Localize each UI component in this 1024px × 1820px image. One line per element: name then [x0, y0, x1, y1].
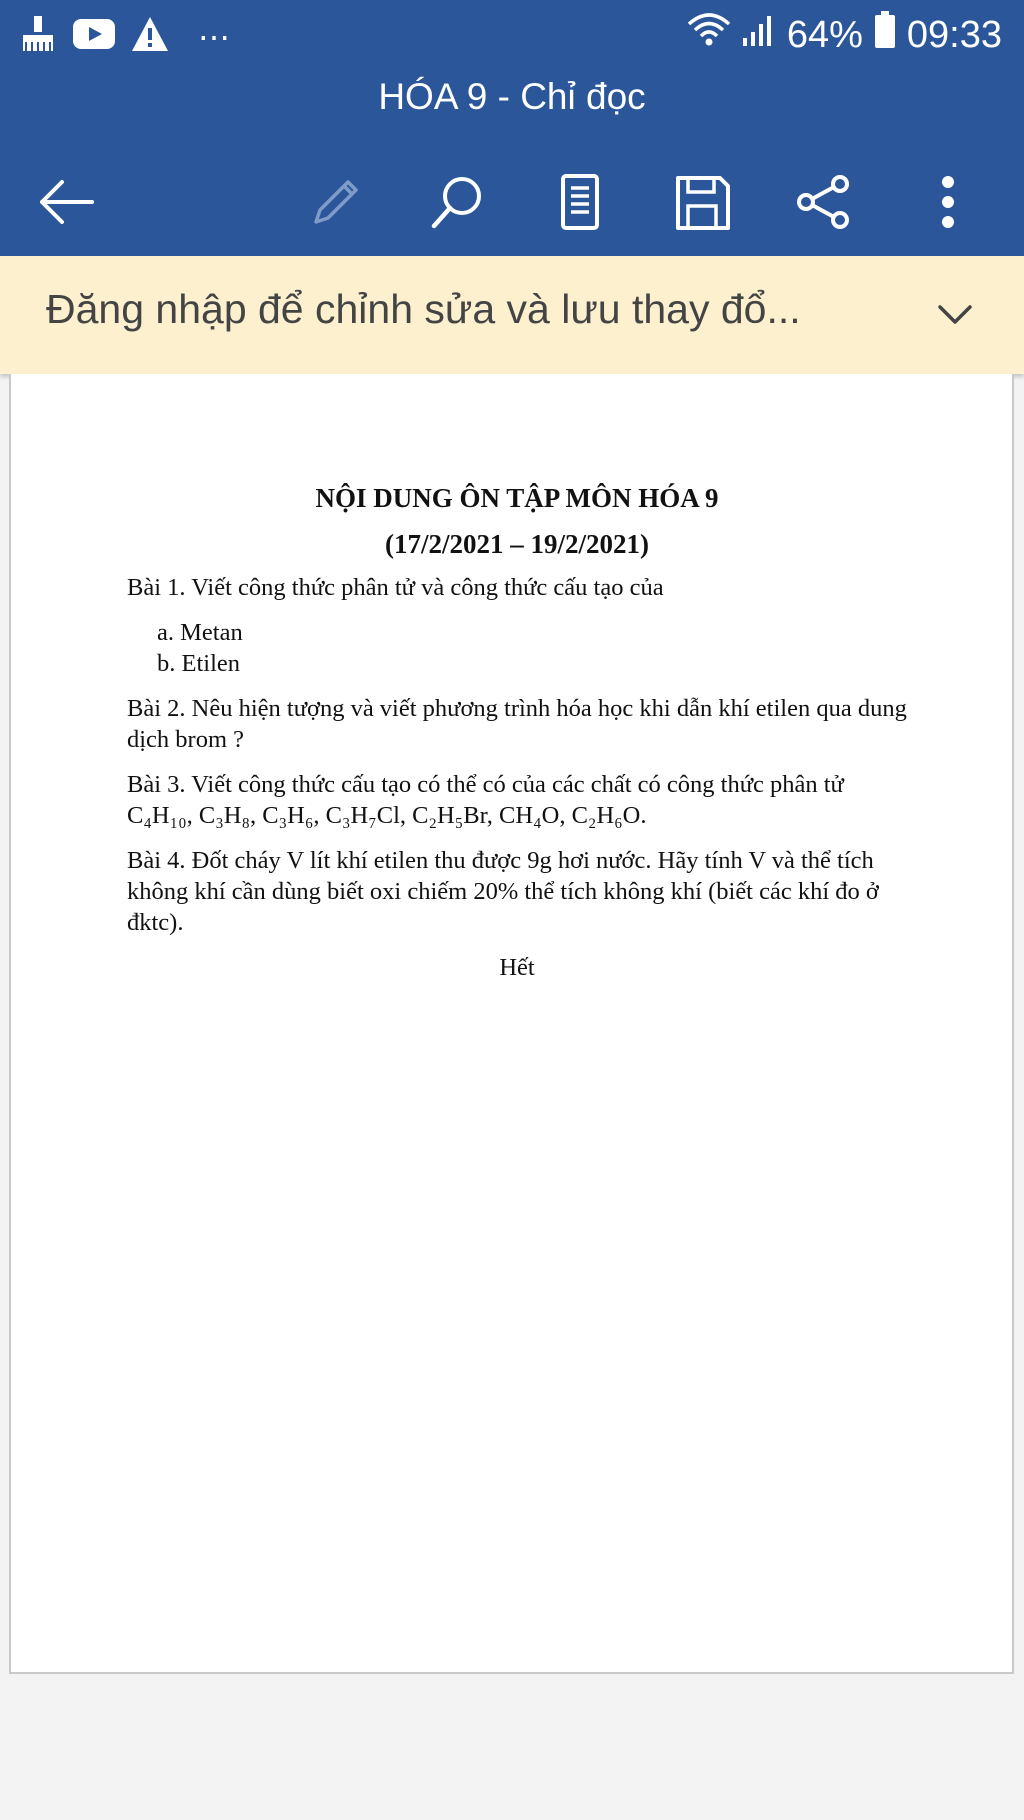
exercise-2: Bài 2. Nêu hiện tượng và viết phương trình hóa học khi dẫn khí etilen qua dung dịch brom ?	[127, 695, 907, 753]
exercise-3	[127, 769, 907, 831]
pencil-icon	[306, 172, 366, 232]
more-notifications: ⋯	[198, 18, 234, 55]
battery-icon	[873, 10, 897, 60]
document-content	[127, 480, 907, 1008]
toolbar	[0, 146, 1024, 256]
doc-date: (17/2/2021 – 19/2/2021)	[385, 529, 649, 559]
battery-level: 64%	[786, 13, 863, 56]
edit-button[interactable]	[298, 164, 374, 240]
back-arrow-icon	[36, 177, 96, 227]
share-icon	[794, 172, 854, 232]
status-right	[687, 10, 1002, 60]
exercise-1-list	[157, 617, 907, 679]
reading-view-button[interactable]	[542, 164, 618, 240]
broom-icon	[18, 14, 58, 59]
save-icon	[672, 172, 732, 232]
signal-icon	[741, 12, 777, 58]
clock: 09:33	[906, 13, 1002, 56]
exercise-3-text: Bài 3. Viết công thức cấu tạo có thể có của các chất có công thức phân tử	[127, 771, 844, 798]
status-bar	[0, 0, 1024, 68]
save-button[interactable]	[664, 164, 740, 240]
back-button[interactable]	[28, 164, 104, 240]
youtube-icon	[72, 17, 116, 56]
wifi-icon	[687, 10, 731, 60]
document-page[interactable]	[9, 374, 1014, 1674]
more-options-button[interactable]	[910, 164, 986, 240]
banner-text: Đăng nhập để chỉnh sửa và lưu thay đổ...	[46, 286, 801, 332]
warning-icon	[130, 15, 170, 58]
list-item: b. Etilen	[157, 650, 241, 677]
share-button[interactable]	[786, 164, 862, 240]
chevron-down-icon[interactable]	[930, 290, 980, 340]
status-left-icons	[18, 14, 234, 59]
exercise-1: Bài 1. Viết công thức phân tử và công thức cấu tạo của	[127, 574, 664, 601]
list-item: a. Metan	[157, 619, 243, 646]
more-vert-icon	[938, 172, 958, 232]
doc-end: Hết	[499, 954, 535, 981]
exercise-3-formulas: C₄H₁₀, C₃H₈, C₃H₆, C₃H₇Cl, C₂H₅Br, CH₄O, C₂H₆O.	[127, 802, 647, 829]
sign-in-banner[interactable]	[0, 256, 1024, 374]
title-bar	[0, 68, 1024, 146]
reading-view-icon	[555, 172, 605, 232]
doc-heading: NỘI DUNG ÔN TẬP MÔN HÓA 9	[315, 483, 719, 513]
exercise-4: Bài 4. Đốt cháy V lít khí etilen thu được 9g hơi nước. Hãy tính V và thể tích không khí cần dùng biết oxi chiếm 20% thể tích không khí (biết các khí đo ở đktc).	[127, 847, 879, 936]
search-icon	[428, 172, 488, 232]
document-title: HÓA 9 - Chỉ đọc	[378, 76, 646, 117]
search-button[interactable]	[420, 164, 496, 240]
